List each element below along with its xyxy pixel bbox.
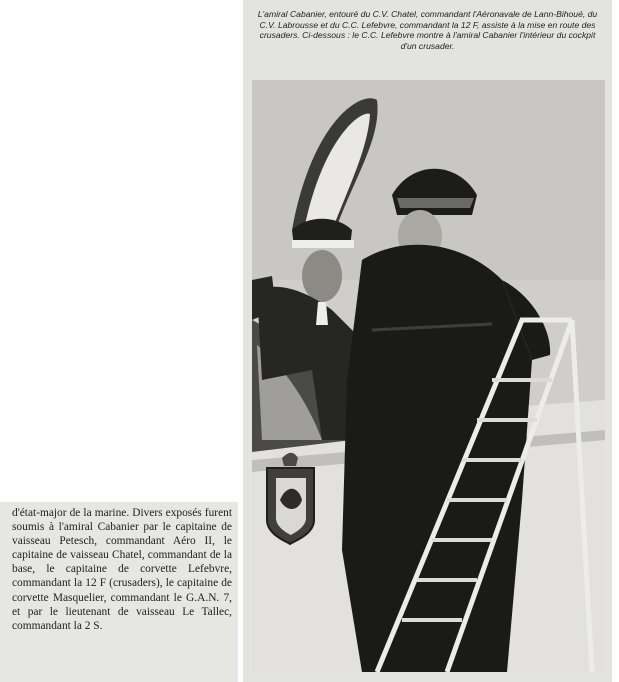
left-officer-cap-band	[292, 240, 354, 248]
admiral-cap-braid	[397, 198, 474, 208]
article-paragraph: d'état-major de la marine. Divers exposés furent soumis à l'amiral Cabanier par le capitaine de vaisseau Petesch, commandant Aéro II, le capitaine de vaisseau Chatel, commandant de la base, le capitaine de corvette Lefebvre, commandant la 12 F (crusaders), le capitaine de corvette Masquelier, commandant le G.A.N. 7, et par le lieutenant de vaisseau Le Tallec, commandant la 2 S.	[12, 507, 232, 632]
photo-column	[243, 0, 612, 682]
left-officer-shirt	[316, 302, 328, 325]
photo-illustration	[252, 80, 605, 672]
cockpit-photograph	[252, 80, 605, 672]
article-text-column	[0, 502, 238, 682]
photo-caption: L'amiral Cabanier, entouré du C.V. Chatel, commandant l'Aéronavale de Lann-Bihoué, du C.V. Labrousse et du C.C. Lefebvre, commandant la 12 F, assiste à la mise en route des crusaders. Ci-dessous : le C.C. Lefebvre montre à l'amiral Cabanier l'intérieur du cockpit d'un crusader.	[257, 9, 598, 51]
left-officer-face	[302, 250, 342, 302]
